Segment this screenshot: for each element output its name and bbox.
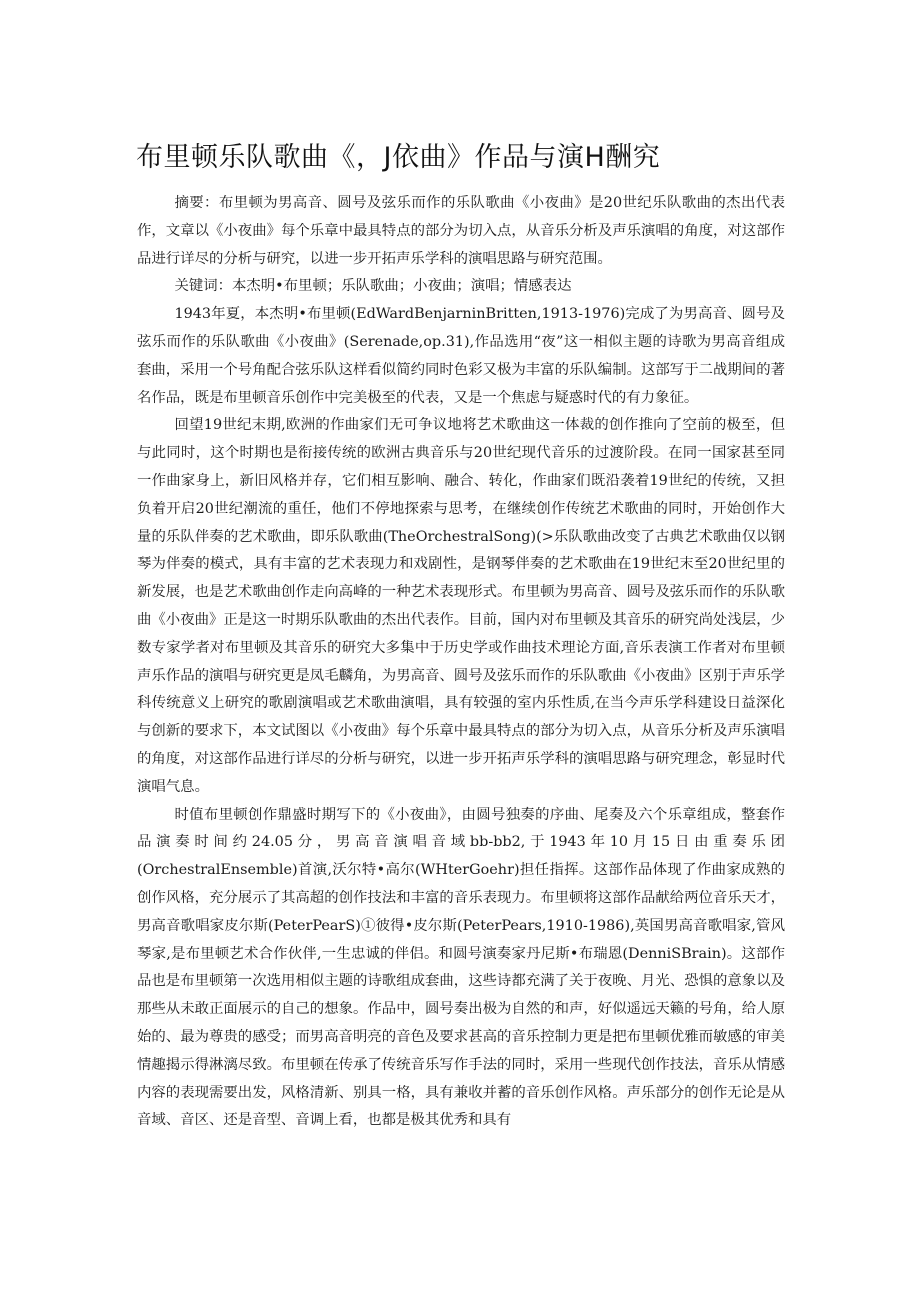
body-paragraph: 1943年夏，本杰明•布里顿(EdWardBenjarninBritten,1913-1976)完成了为男高音、圆号及弦乐而作的乐队歌曲《小夜曲》(Serenade,op.31),作品选用“夜”这一相似主题的诗歌为男高音组成套曲，采用一个号角配合弦乐队这样看似简约同时色彩又极为丰富的乐队编制。这部写于二战期间的著名作品，既是布里顿音乐创作中完美极至的代表，又是一个焦虑与疑惑时代的有力象征。 — [137, 306, 785, 406]
body-paragraph: 回望19世纪末期,欧洲的作曲家们无可争议地将艺术歌曲这一体裁的创作推向了空前的极至，但与此同时，这个时期也是衔接传统的欧洲古典音乐与20世纪现代音乐的过渡阶段。在同一国家甚至同一作曲家身上，新旧风格并存，它们相互影响、融合、转化，作曲家们既沿袭着19世纪的传统，又担负着开启20世纪潮流的重任，他们不停地探索与思考，在继续创作传统艺术歌曲的同时，开始创作大量的乐队伴奏的艺术歌曲，即乐队歌曲(TheOrchestralSong)(>乐队歌曲改变了古典艺术歌曲仅以钢琴为伴奏的模式，具有丰富的艺术表现力和戏剧性，是钢琴伴奏的艺术歌曲在19世纪末至20世纪里的新发展，也是艺术歌曲创作走向高峰的一种艺术表现形式。布里顿为男高音、圆号及弦乐而作的乐队歌曲《小夜曲》正是这一时期乐队歌曲的杰出代表作。目前，国内对布里顿及其音乐的研究尚处浅层，少数专家学者对布里顿及其音乐的研究大多集中于历史学或作曲技术理论方面,音乐表演工作者对布里顿声乐作品的演唱与研究更是凤毛麟角，为男高音、圆号及弦乐而作的乐队歌曲《小夜曲》区别于声乐学科传统意义上研究的歌剧演唱或艺术歌曲演唱，具有较强的室内乐性质,在当今声乐学科建设日益深化与创新的要求下，本文试图以《小夜曲》每个乐章中最具特点的部分为切入点，从音乐分析及声乐演唱的角度，对这部作品进行详尽的分析与研究，以进一步开拓声乐学科的演唱思路与研究理念，彰显时代演唱气息。 — [137, 417, 785, 795]
keywords-paragraph: 关键词：本杰明•布里顿；乐队歌曲；小夜曲；演唱；情感表达 — [174, 278, 572, 295]
document-body — [137, 190, 785, 1135]
body-paragraph: 时值布里顿创作鼎盛时期写下的《小夜曲》，由圆号独奏的序曲、尾奏及六个乐章组成，整套作品演奏时间约24.05分，男高音演唱音域bb-bb2,于1943年10月15日由重奏乐团(OrchestralEnsemble)首演,沃尔特•高尔(WHterGoehr)担任指挥。这部作品体现了作曲家成熟的创作风格，充分展示了其高超的创作技法和丰富的音乐表现力。布里顿将这部作品献给两位音乐天才，男高音歌唱家皮尔斯(PeterPearS)①彼得•皮尔斯(PeterPears,1910-1986),英国男高音歌唱家,管风琴家,是布里顿艺术合作伙伴,一生忠诚的伴侣。和圆号演奏家丹尼斯•布瑞恩(DenniSBrain)。这部作品也是布里顿第一次选用相似主题的诗歌组成套曲，这些诗都充满了关于夜晚、月光、恐惧的意象以及那些从未敢正面展示的自己的想象。作品中，圆号奏出极为自然的和声，好似遥远天籁的号角，给人原始的、最为尊贵的感受；而男高音明亮的音色及要求甚高的音乐控制力更是把布里顿优雅而敏感的审美情趣揭示得淋漓尽致。布里顿在传承了传统音乐写作手法的同时，采用一些现代创作技法，音乐从情感内容的表现需要出发，风格清新、别具一格，具有兼收并蓄的音乐创作风格。声乐部分的创作无论是从音域、音区、还是音型、音调上看，也都是极其优秀和具有 — [137, 806, 785, 1129]
abstract-paragraph: 摘要：布里顿为男高音、圆号及弦乐而作的乐队歌曲《小夜曲》是20世纪乐队歌曲的杰出代表作，文章以《小夜曲》每个乐章中最具特点的部分为切入点，从音乐分析及声乐演唱的角度，对这部作品进行详尽的分析与研究，以进一步开拓声乐学科的演唱思路与研究范围。 — [137, 195, 785, 267]
document-title: 布里顿乐队歌曲《，J依曲》作品与演H酬究 — [136, 142, 661, 173]
